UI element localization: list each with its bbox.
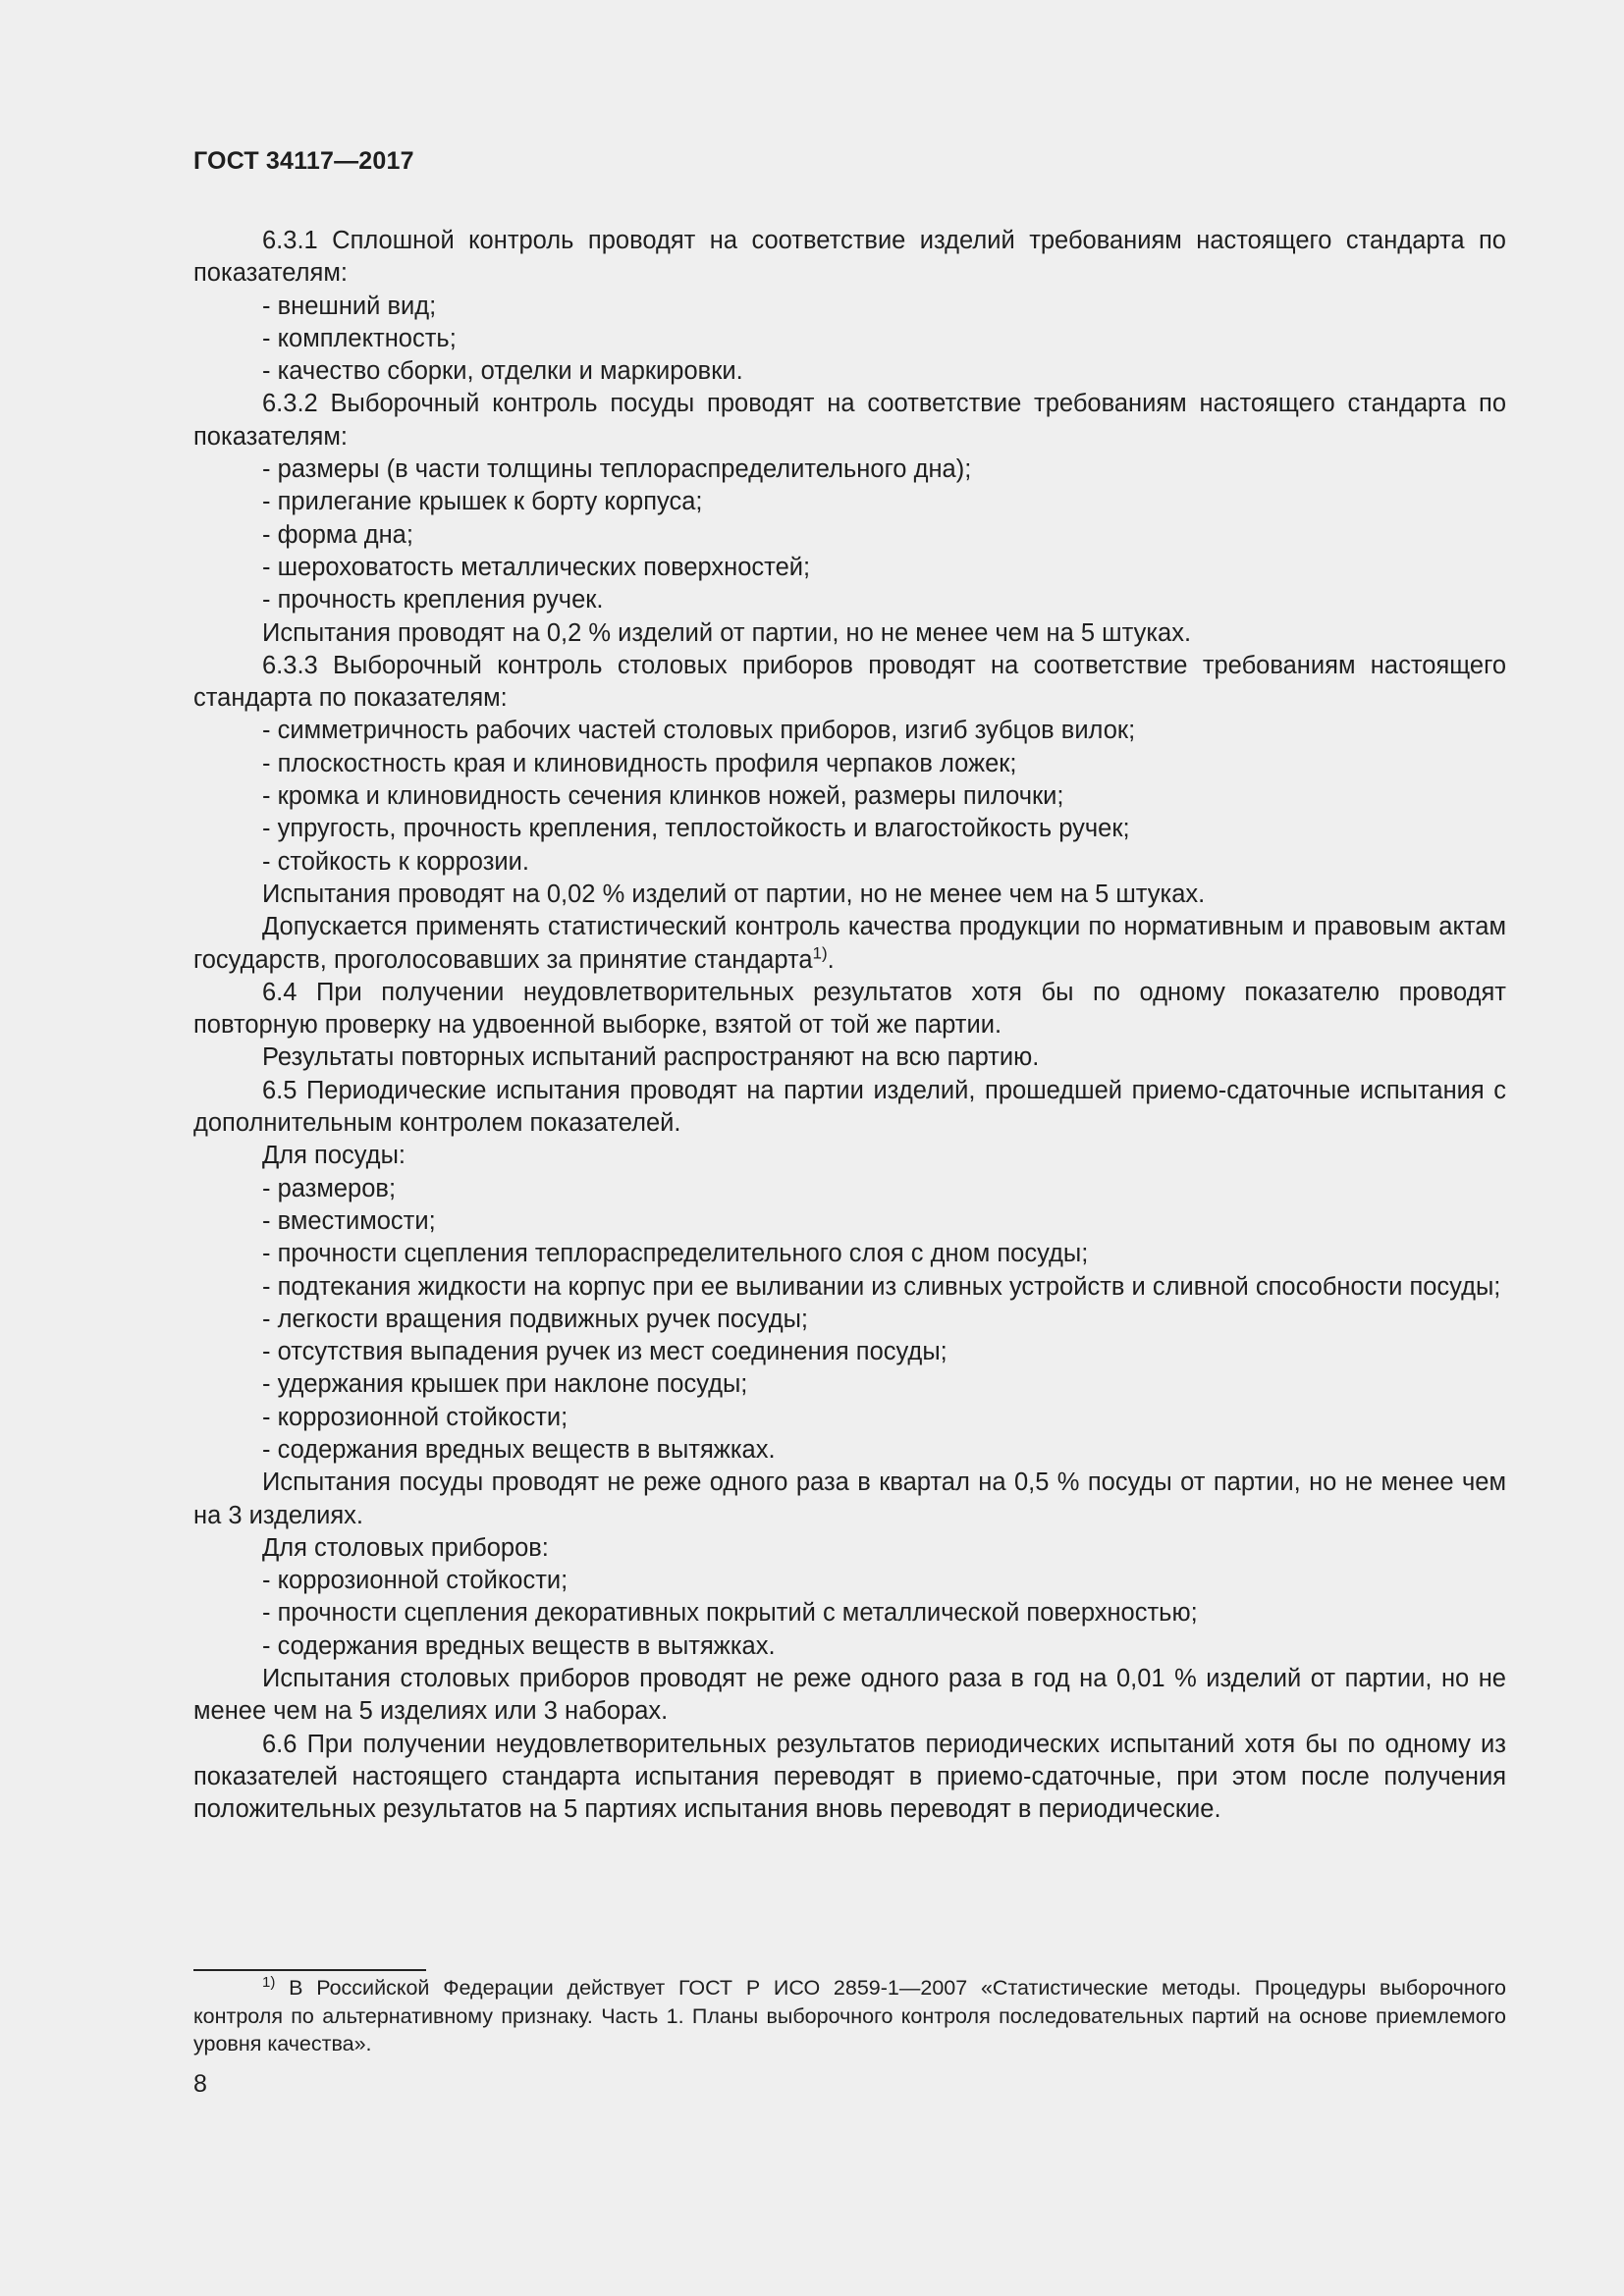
paragraph-text: 6.4 При получении неудовлетворительных результатов хотя бы по одному показателю проводят повторную проверку на удвоенной выборке, взятой от той же партии. [193, 978, 1506, 1040]
list-item [193, 1238, 1506, 1270]
paragraph-text: - стойкость к коррозии. [262, 847, 529, 876]
paragraph-text: - отсутствия выпадения ручек из мест соединения посуды; [262, 1338, 947, 1366]
list-item [193, 1368, 1506, 1401]
paragraph-text: - прочности сцепления теплораспределительного слоя с дном посуды; [262, 1240, 1089, 1268]
list-item [193, 519, 1506, 552]
paragraph-text: - упругость, прочность крепления, теплостойкость и влагостойкость ручек; [262, 815, 1130, 843]
paragraph [193, 225, 1506, 291]
document-header: ГОСТ 34117—2017 [193, 147, 414, 175]
paragraph [193, 977, 1506, 1042]
paragraph-text: 6.3.1 Сплошной контроль проводят на соответствие изделий требованиям настоящего стандарта по показателям: [193, 227, 1506, 288]
list-item [193, 486, 1506, 518]
paragraph [193, 388, 1506, 454]
paragraph-text: - симметричность рабочих частей столовых приборов, изгиб зубцов вилок; [262, 717, 1136, 745]
paragraph-text: Для посуды: [262, 1142, 406, 1170]
footnote [193, 1974, 1506, 2058]
list-item [193, 454, 1506, 486]
paragraph-text: - подтекания жидкости на корпус при ее выливании из сливных устройств и сливной способности посуды; [262, 1272, 1501, 1301]
paragraph-text: - содержания вредных веществ в вытяжках. [262, 1631, 776, 1660]
paragraph [193, 650, 1506, 716]
list-item [193, 748, 1506, 780]
paragraph-text: - прилегание крышек к борту корпуса; [262, 488, 703, 516]
paragraph-text: - размеров; [262, 1174, 397, 1202]
paragraph [193, 1467, 1506, 1532]
paragraph-text: - размеры (в части толщины теплораспределительного дна); [262, 455, 972, 484]
list-item [193, 1565, 1506, 1597]
paragraph-text: - прочность крепления ручек. [262, 586, 604, 614]
list-item [193, 780, 1506, 813]
page-number: 8 [193, 2070, 207, 2098]
paragraph [193, 1729, 1506, 1827]
paragraph [193, 1271, 1506, 1304]
list-item [193, 1532, 1506, 1565]
paragraph-text: Допускается применять статистический контроль качества продукции по нормативным и правовым актам государств, проголосовавших за принятие стандарта [193, 913, 1506, 974]
list-item [193, 355, 1506, 388]
paragraph-text: Для столовых приборов: [262, 1533, 549, 1562]
paragraph-text: - комплектность; [262, 324, 457, 352]
list-item [193, 1205, 1506, 1238]
paragraph [193, 617, 1506, 650]
paragraph-text: 6.5 Периодические испытания проводят на партии изделий, прошедшей приемо-сдаточные испытания с дополнительным контролем показателей. [193, 1076, 1506, 1138]
list-item [193, 1336, 1506, 1368]
paragraph-text: Результаты повторных испытаний распространяют на всю партию. [262, 1043, 1040, 1072]
paragraph-text: 6.6 При получении неудовлетворительных результатов периодических испытаний хотя бы по одному из показателей настоящего стандарта испытания переводят в приемо-сдаточные, при этом после получения положительных результатов на 5 партиях испытания вновь переводят в периодические. [193, 1730, 1506, 1824]
list-item [193, 552, 1506, 584]
list-item [193, 715, 1506, 747]
paragraph-text: - коррозионной стойкости; [262, 1567, 568, 1595]
paragraph-text: 6.3.2 Выборочный контроль посуды проводят на соответствие требованиям настоящего стандарта по показателям: [193, 390, 1506, 451]
paragraph-text: - плоскостность края и клиновидность профиля черпаков ложек; [262, 749, 1017, 777]
list-item [193, 1173, 1506, 1205]
paragraph [193, 1041, 1506, 1074]
list-item [193, 291, 1506, 323]
list-item [193, 1434, 1506, 1467]
paragraph [193, 1663, 1506, 1729]
document-body [193, 225, 1506, 1827]
footnote-marker: 1) [262, 1973, 276, 1991]
paragraph-text: - кромка и клиновидность сечения клинков ножей, размеры пилочки; [262, 782, 1064, 811]
paragraph-text: - шероховатость металлических поверхностей; [262, 553, 811, 581]
list-item [193, 846, 1506, 879]
paragraph [193, 911, 1506, 977]
list-item [193, 1304, 1506, 1336]
paragraph [193, 879, 1506, 911]
paragraph-text: - содержания вредных веществ в вытяжках. [262, 1435, 776, 1464]
paragraph-text: Испытания столовых приборов проводят не реже одного раза в год на 0,01 % изделий от партии, но не менее чем на 5 изделиях или 3 наборах. [193, 1665, 1506, 1726]
paragraph-text: - прочности сцепления декоративных покрытий с металлической поверхностью; [262, 1599, 1198, 1628]
paragraph [193, 1075, 1506, 1141]
footnote-separator [193, 1969, 426, 1971]
paragraph-text: - вместимости; [262, 1206, 436, 1235]
paragraph-text: - легкости вращения подвижных ручек посуды; [262, 1305, 809, 1333]
paragraph-text: - внешний вид; [262, 292, 437, 320]
list-item [193, 813, 1506, 845]
paragraph-text: - удержания крышек при наклоне посуды; [262, 1370, 748, 1399]
list-item [193, 1402, 1506, 1434]
paragraph-text: Испытания проводят на 0,02 % изделий от партии, но не менее чем на 5 штуках. [262, 880, 1206, 908]
footnote-reference: 1) [812, 943, 828, 963]
paragraph-text: Испытания посуды проводят не реже одного раза в квартал на 0,5 % посуды от партии, но не менее чем на 3 изделиях. [193, 1468, 1506, 1529]
paragraph-text: - качество сборки, отделки и маркировки. [262, 357, 743, 386]
list-item [193, 584, 1506, 616]
paragraph-text: - форма дна; [262, 520, 413, 549]
paragraph-text-tail: . [827, 945, 835, 974]
footnote-text: В Российской Федерации действует ГОСТ Р ИСО 2859-1—2007 «Статистические методы. Процедуры выборочного контроля по альтернативному признаку. Часть 1. Планы выборочного контроля последовательных партий на основе приемлемого уровня качества». [193, 1976, 1506, 2056]
paragraph-text: 6.3.3 Выборочный контроль столовых приборов проводят на соответствие требованиям настоящего стандарта по показателям: [193, 651, 1506, 713]
list-item [193, 1630, 1506, 1663]
list-item [193, 323, 1506, 355]
paragraph-text: - коррозионной стойкости; [262, 1403, 568, 1431]
list-item [193, 1140, 1506, 1172]
list-item [193, 1597, 1506, 1629]
paragraph-text: Испытания проводят на 0,2 % изделий от партии, но не менее чем на 5 штуках. [262, 618, 1192, 647]
